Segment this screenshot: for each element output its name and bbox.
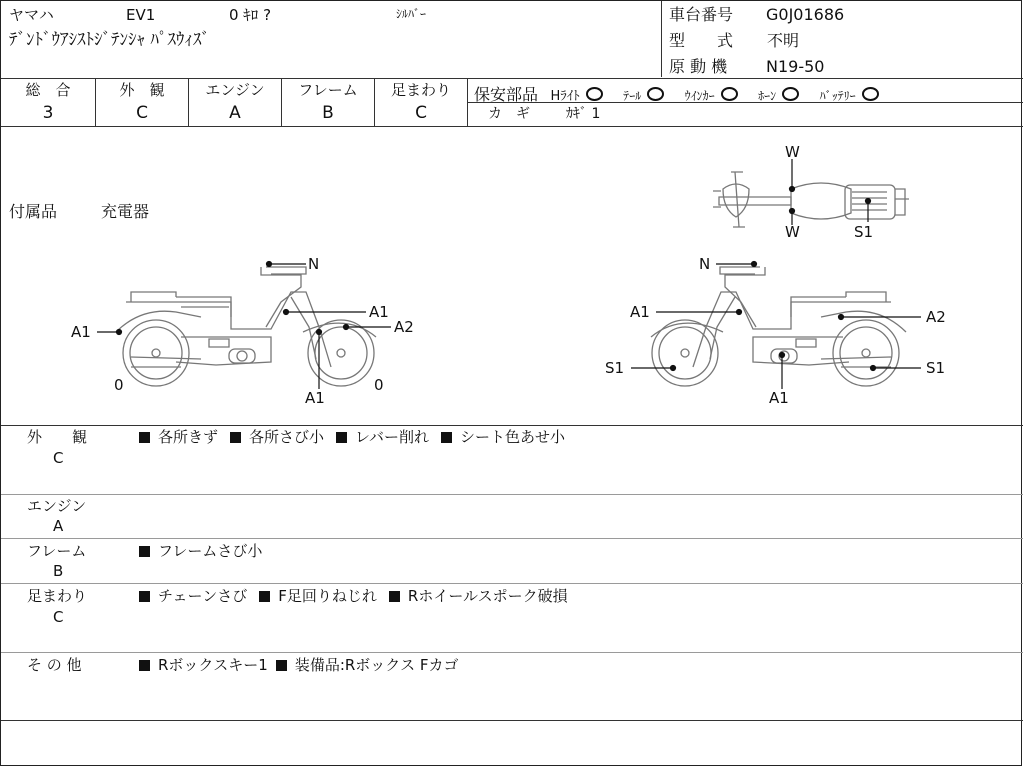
detail-suspension-grade: C — [53, 608, 64, 626]
ok-circle-icon — [586, 87, 603, 101]
grade-divider — [188, 78, 189, 126]
bullet-icon — [139, 546, 150, 557]
engine-label: 原 動 機 — [669, 57, 728, 76]
detail-exterior-label: 外 観 — [27, 428, 88, 446]
grade-suspension-value: C — [415, 103, 427, 123]
diagram-label: A1 — [769, 389, 789, 407]
safety-winker — [685, 88, 738, 104]
ok-circle-icon — [647, 87, 664, 101]
engine-value: N19-50 — [766, 57, 825, 76]
detail-exterior-items — [139, 430, 577, 445]
diagram-label: A2 — [926, 308, 946, 326]
detail-frame-label: フレーム — [27, 542, 87, 560]
grade-divider — [374, 78, 375, 126]
grade-overall-value: 3 — [42, 103, 54, 123]
frame-number: G0J01686 — [766, 5, 845, 24]
color: ｼﾙﾊﾞｰ — [396, 7, 427, 21]
grade-exterior-label: 外 観 — [119, 81, 165, 99]
detail-item: 各所きず — [158, 428, 219, 446]
details-bottom — [1, 720, 1023, 721]
diagram-label: W — [785, 143, 800, 161]
bullet-icon — [139, 660, 150, 671]
detail-divider — [1, 538, 1023, 539]
detail-engine-label: エンジン — [27, 497, 87, 515]
detail-item: 各所さび小 — [249, 428, 325, 446]
type-value: 不明 — [767, 31, 800, 50]
detail-divider — [1, 494, 1023, 495]
diagram-label: 0 — [114, 376, 124, 394]
grade-row-top — [1, 78, 1023, 79]
safety-headlight — [550, 88, 602, 104]
accessories-label: 付属品 — [9, 202, 58, 221]
grade-frame-label: フレーム — [298, 81, 358, 99]
detail-frame-items — [139, 544, 274, 559]
frame-number-label: 車台番号 — [669, 5, 734, 24]
diagram-label: 0 — [374, 376, 384, 394]
detail-other-label: そ の 他 — [27, 656, 82, 674]
bike-left-view — [116, 267, 376, 386]
diagram-label: A1 — [369, 303, 389, 321]
detail-item: Rボックスキー1 — [158, 656, 268, 674]
detail-frame-grade: B — [53, 562, 64, 580]
key-value: ｶｷﾞ 1 — [566, 106, 601, 122]
grade-overall-label: 総 合 — [25, 81, 71, 99]
grade-engine-value: A — [229, 103, 241, 123]
safety-battery — [820, 88, 879, 104]
damage-diagram — [1, 127, 1023, 425]
diagram-label: N — [308, 255, 320, 273]
diagram-label: S1 — [605, 359, 625, 377]
maker: ヤマハ — [9, 6, 54, 24]
details-top — [1, 425, 1023, 426]
bullet-icon — [230, 432, 241, 443]
diagram-label: W — [785, 223, 800, 241]
bullet-icon — [139, 432, 150, 443]
grade-exterior-value: C — [136, 103, 148, 123]
detail-other-items — [139, 658, 471, 673]
diagram-label: A1 — [71, 323, 91, 341]
grade-frame-value: B — [322, 103, 334, 123]
bullet-icon — [139, 591, 150, 602]
diagram-label: A1 — [630, 303, 650, 321]
grade-divider — [281, 78, 282, 126]
bullet-icon — [259, 591, 270, 602]
safety-title: 保安部品 — [474, 85, 539, 104]
grade-engine-label: エンジン — [205, 81, 265, 99]
bullet-icon — [389, 591, 400, 602]
safety-horn — [758, 88, 799, 104]
detail-item: レバー削れ — [355, 428, 429, 446]
detail-divider — [1, 652, 1023, 653]
bike-right-view — [651, 267, 906, 386]
ok-circle-icon — [721, 87, 738, 101]
diagram-label: A2 — [394, 318, 414, 336]
battery-label: ﾊﾞｯﾃﾘｰ — [819, 89, 856, 103]
headlight-label: Hﾗｲﾄ — [550, 89, 580, 104]
detail-item: フレームさび小 — [158, 542, 263, 560]
type-label: 型 式 — [669, 31, 734, 50]
ok-circle-icon — [782, 87, 799, 101]
bike-top-view — [713, 172, 909, 227]
safety-taillight — [623, 88, 664, 104]
horn-label: ﾎｰﾝ — [758, 89, 777, 103]
key-label: カ ギ — [488, 106, 530, 122]
diagram-label: S1 — [854, 223, 874, 241]
safety-parts — [474, 82, 879, 105]
header-divider — [661, 1, 662, 77]
mileage: 0 ｷﾛ ? — [229, 6, 272, 24]
bullet-icon — [276, 660, 287, 671]
grade-suspension-label: 足まわり — [390, 81, 452, 99]
accessories-value: 充電器 — [101, 202, 150, 221]
grade-divider — [95, 78, 96, 126]
detail-exterior-grade: C — [53, 449, 64, 467]
diagram-label: N — [699, 255, 711, 273]
ok-circle-icon — [862, 87, 879, 101]
detail-suspension-label: 足まわり — [27, 587, 88, 605]
detail-item: チェーンさび — [158, 587, 248, 605]
detail-item: F足回りねじれ — [278, 587, 377, 605]
bullet-icon — [336, 432, 347, 443]
detail-suspension-items — [139, 589, 580, 604]
detail-divider — [1, 583, 1023, 584]
taillight-label: ﾃｰﾙ — [623, 89, 642, 103]
model-name: ﾃﾞﾝﾄﾞｳｱｼｽﾄｼﾞﾃﾝｼｬ ﾊﾟｽｳｨｽﾞ — [9, 30, 210, 50]
winker-label: ｳｲﾝｶｰ — [684, 89, 715, 103]
model-code: EV1 — [126, 6, 156, 24]
detail-item: 装備品:Rボックス Fカゴ — [294, 656, 459, 674]
diagram-label: A1 — [305, 389, 325, 407]
detail-engine-grade: A — [53, 517, 64, 535]
detail-item: Rホイールスポーク破損 — [407, 587, 568, 605]
detail-item: シート色あせ小 — [459, 428, 565, 446]
bullet-icon — [441, 432, 452, 443]
diagram-label: S1 — [926, 359, 946, 377]
